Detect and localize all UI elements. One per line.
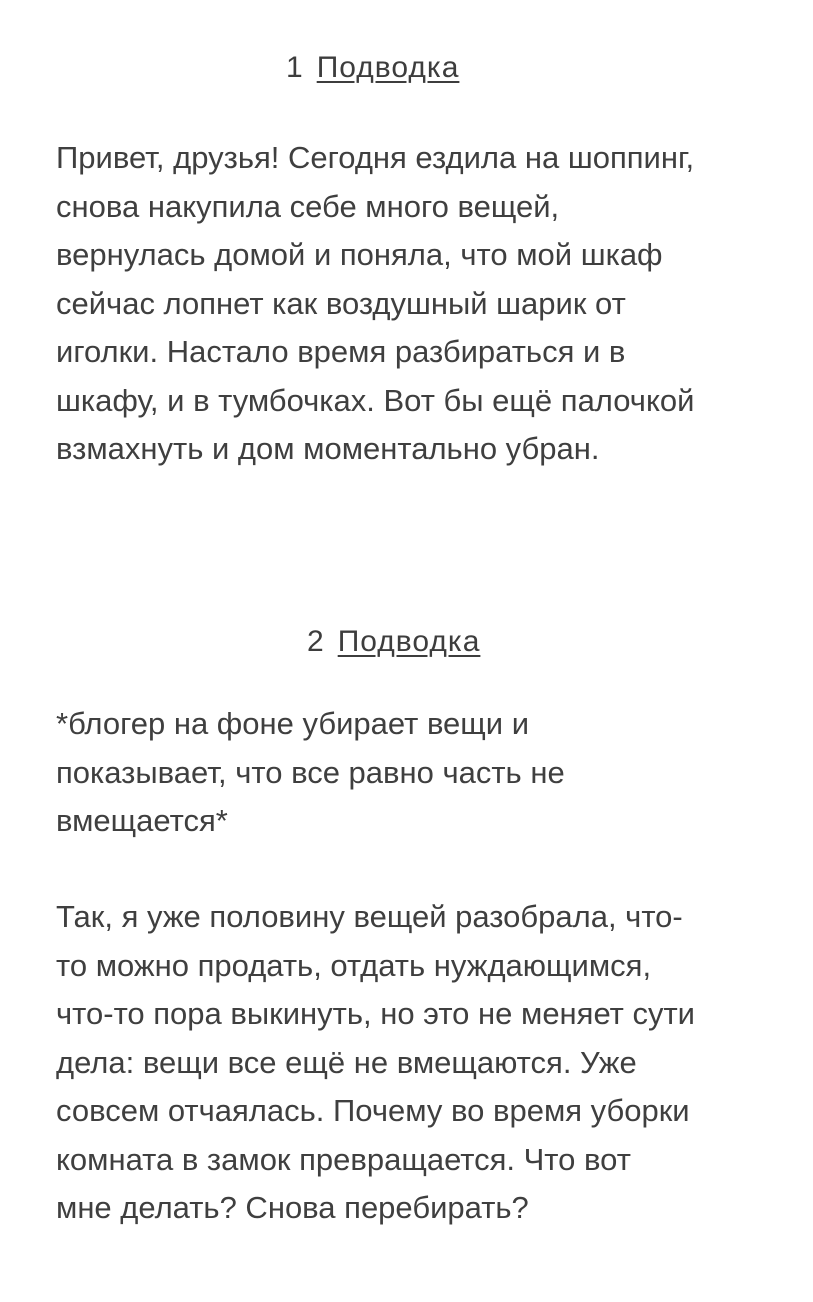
text-line: Так, я уже половину вещей разобрала, что- bbox=[56, 899, 683, 934]
text-line: мне делать? Снова перебирать? bbox=[56, 1190, 529, 1225]
section-1-heading bbox=[286, 50, 459, 86]
section-1-text bbox=[56, 134, 694, 474]
section-title: Подводка bbox=[337, 625, 481, 658]
text-line: совсем отчаялась. Почему во время уборки bbox=[56, 1093, 690, 1128]
section-2-note bbox=[56, 700, 565, 846]
section-number: 1 bbox=[286, 51, 303, 84]
text-line: вернулась домой и поняла, что мой шкаф bbox=[56, 237, 663, 272]
text-line: Привет, друзья! Сегодня ездила на шоппинг, bbox=[56, 140, 695, 175]
text-line: иголки. Настало время разбираться и в bbox=[56, 334, 626, 369]
text-line: шкафу, и в тумбочках. Вот бы ещё палочкой bbox=[56, 382, 695, 418]
section-2-heading bbox=[307, 624, 480, 660]
text-line: комната в замок превращается. Что вот bbox=[56, 1141, 631, 1177]
text-line: вмещается* bbox=[56, 803, 228, 838]
section-title: Подводка bbox=[316, 51, 460, 84]
section-number: 2 bbox=[307, 625, 324, 658]
text-line: взмахнуть и дом моментально убран. bbox=[56, 431, 600, 466]
text-line: снова накупила себе много вещей, bbox=[56, 188, 560, 224]
text-line: дела: вещи все ещё не вмещаются. Уже bbox=[56, 1044, 637, 1080]
section-2-text bbox=[56, 893, 695, 1233]
text-line: показывает, что все равно часть не bbox=[56, 754, 565, 790]
text-line: что-то пора выкинуть, но это не меняет сути bbox=[56, 996, 695, 1031]
text-line: то можно продать, отдать нуждающимся, bbox=[56, 947, 652, 983]
text-line: сейчас лопнет как воздушный шарик от bbox=[56, 285, 626, 321]
text-line: *блогер на фоне убирает вещи и bbox=[56, 706, 530, 741]
